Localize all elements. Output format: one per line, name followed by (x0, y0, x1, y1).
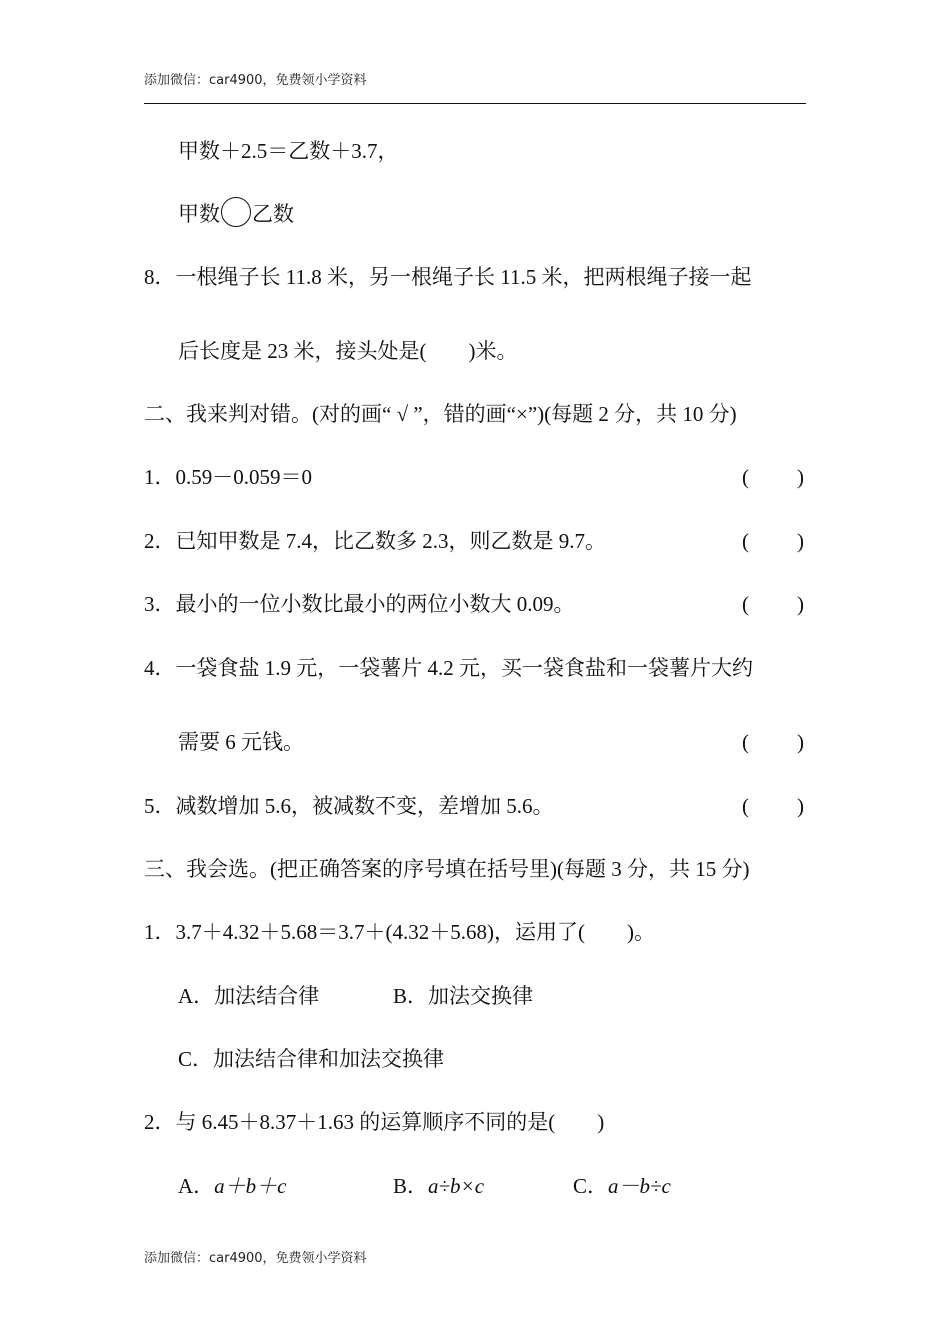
choice-q2-option-c: C．a－b÷c (573, 1174, 671, 1198)
header-text: 添加微信：car4900，免费领小学资料 (144, 73, 367, 88)
choice-q2-option-b: B．a÷b×c (393, 1174, 485, 1198)
choice-q2: 2．与 6.45＋8.37＋1.63 的运算顺序不同的是( ) (144, 1110, 605, 1134)
choice-q1-option-b: B．加法交换律 (393, 984, 534, 1008)
judge-answer-2: ( ) (742, 529, 804, 553)
q7-compare-right: 乙数 (252, 202, 294, 226)
q7-equation: 甲数＋2.5＝乙数＋3.7， (178, 139, 399, 163)
part2-title: 二、我来判对错。(对的画“ √ ”，错的画“×”)(每题 2 分，共 10 分) (144, 402, 737, 426)
answer-circle (221, 197, 251, 227)
choice-q1-option-c: C．加法结合律和加法交换律 (178, 1047, 445, 1071)
expr-b: a÷b×c (428, 1174, 485, 1198)
judge-item-5: 5．减数增加 5.6，被减数不变，差增加 5.6。 (144, 794, 554, 818)
judge-answer-5: ( ) (742, 794, 804, 818)
footer-text: 添加微信：car4900，免费领小学资料 (144, 1251, 367, 1266)
choice-q1: 1．3.7＋4.32＋5.68＝3.7＋(4.32＋5.68)，运用了( )。 (144, 920, 655, 944)
choice-q1-option-a: A．加法结合律 (178, 984, 320, 1008)
choice-q2-option-a: A．a＋b＋c (178, 1174, 287, 1198)
judge-item-1: 1．0.59－0.059＝0 (144, 465, 312, 489)
judge-item-2: 2．已知甲数是 7.4，比乙数多 2.3，则乙数是 9.7。 (144, 529, 606, 553)
q8-line1: 8．一根绳子长 11.8 米，另一根绳子长 11.5 米，把两根绳子接一起 (144, 265, 752, 289)
q8-line2: 后长度是 23 米，接头处是( )米。 (178, 339, 518, 363)
header-rule (144, 103, 806, 104)
judge-answer-4: ( ) (742, 730, 804, 754)
judge-item-4: 4．一袋食盐 1.9 元，一袋薯片 4.2 元，买一袋食盐和一袋薯片大约 (144, 656, 753, 680)
q7-compare (178, 197, 294, 228)
expr-a: a＋b＋c (214, 1174, 287, 1198)
part3-title: 三、我会选。(把正确答案的序号填在括号里)(每题 3 分，共 15 分) (144, 857, 750, 881)
judge-answer-3: ( ) (742, 592, 804, 616)
judge-item-3: 3．最小的一位小数比最小的两位小数大 0.09。 (144, 592, 575, 616)
q7-compare-left: 甲数 (178, 202, 220, 226)
expr-c: a－b÷c (608, 1174, 671, 1198)
judge-answer-1: ( ) (742, 465, 804, 489)
judge-item-4-cont: 需要 6 元钱。 (178, 730, 304, 754)
